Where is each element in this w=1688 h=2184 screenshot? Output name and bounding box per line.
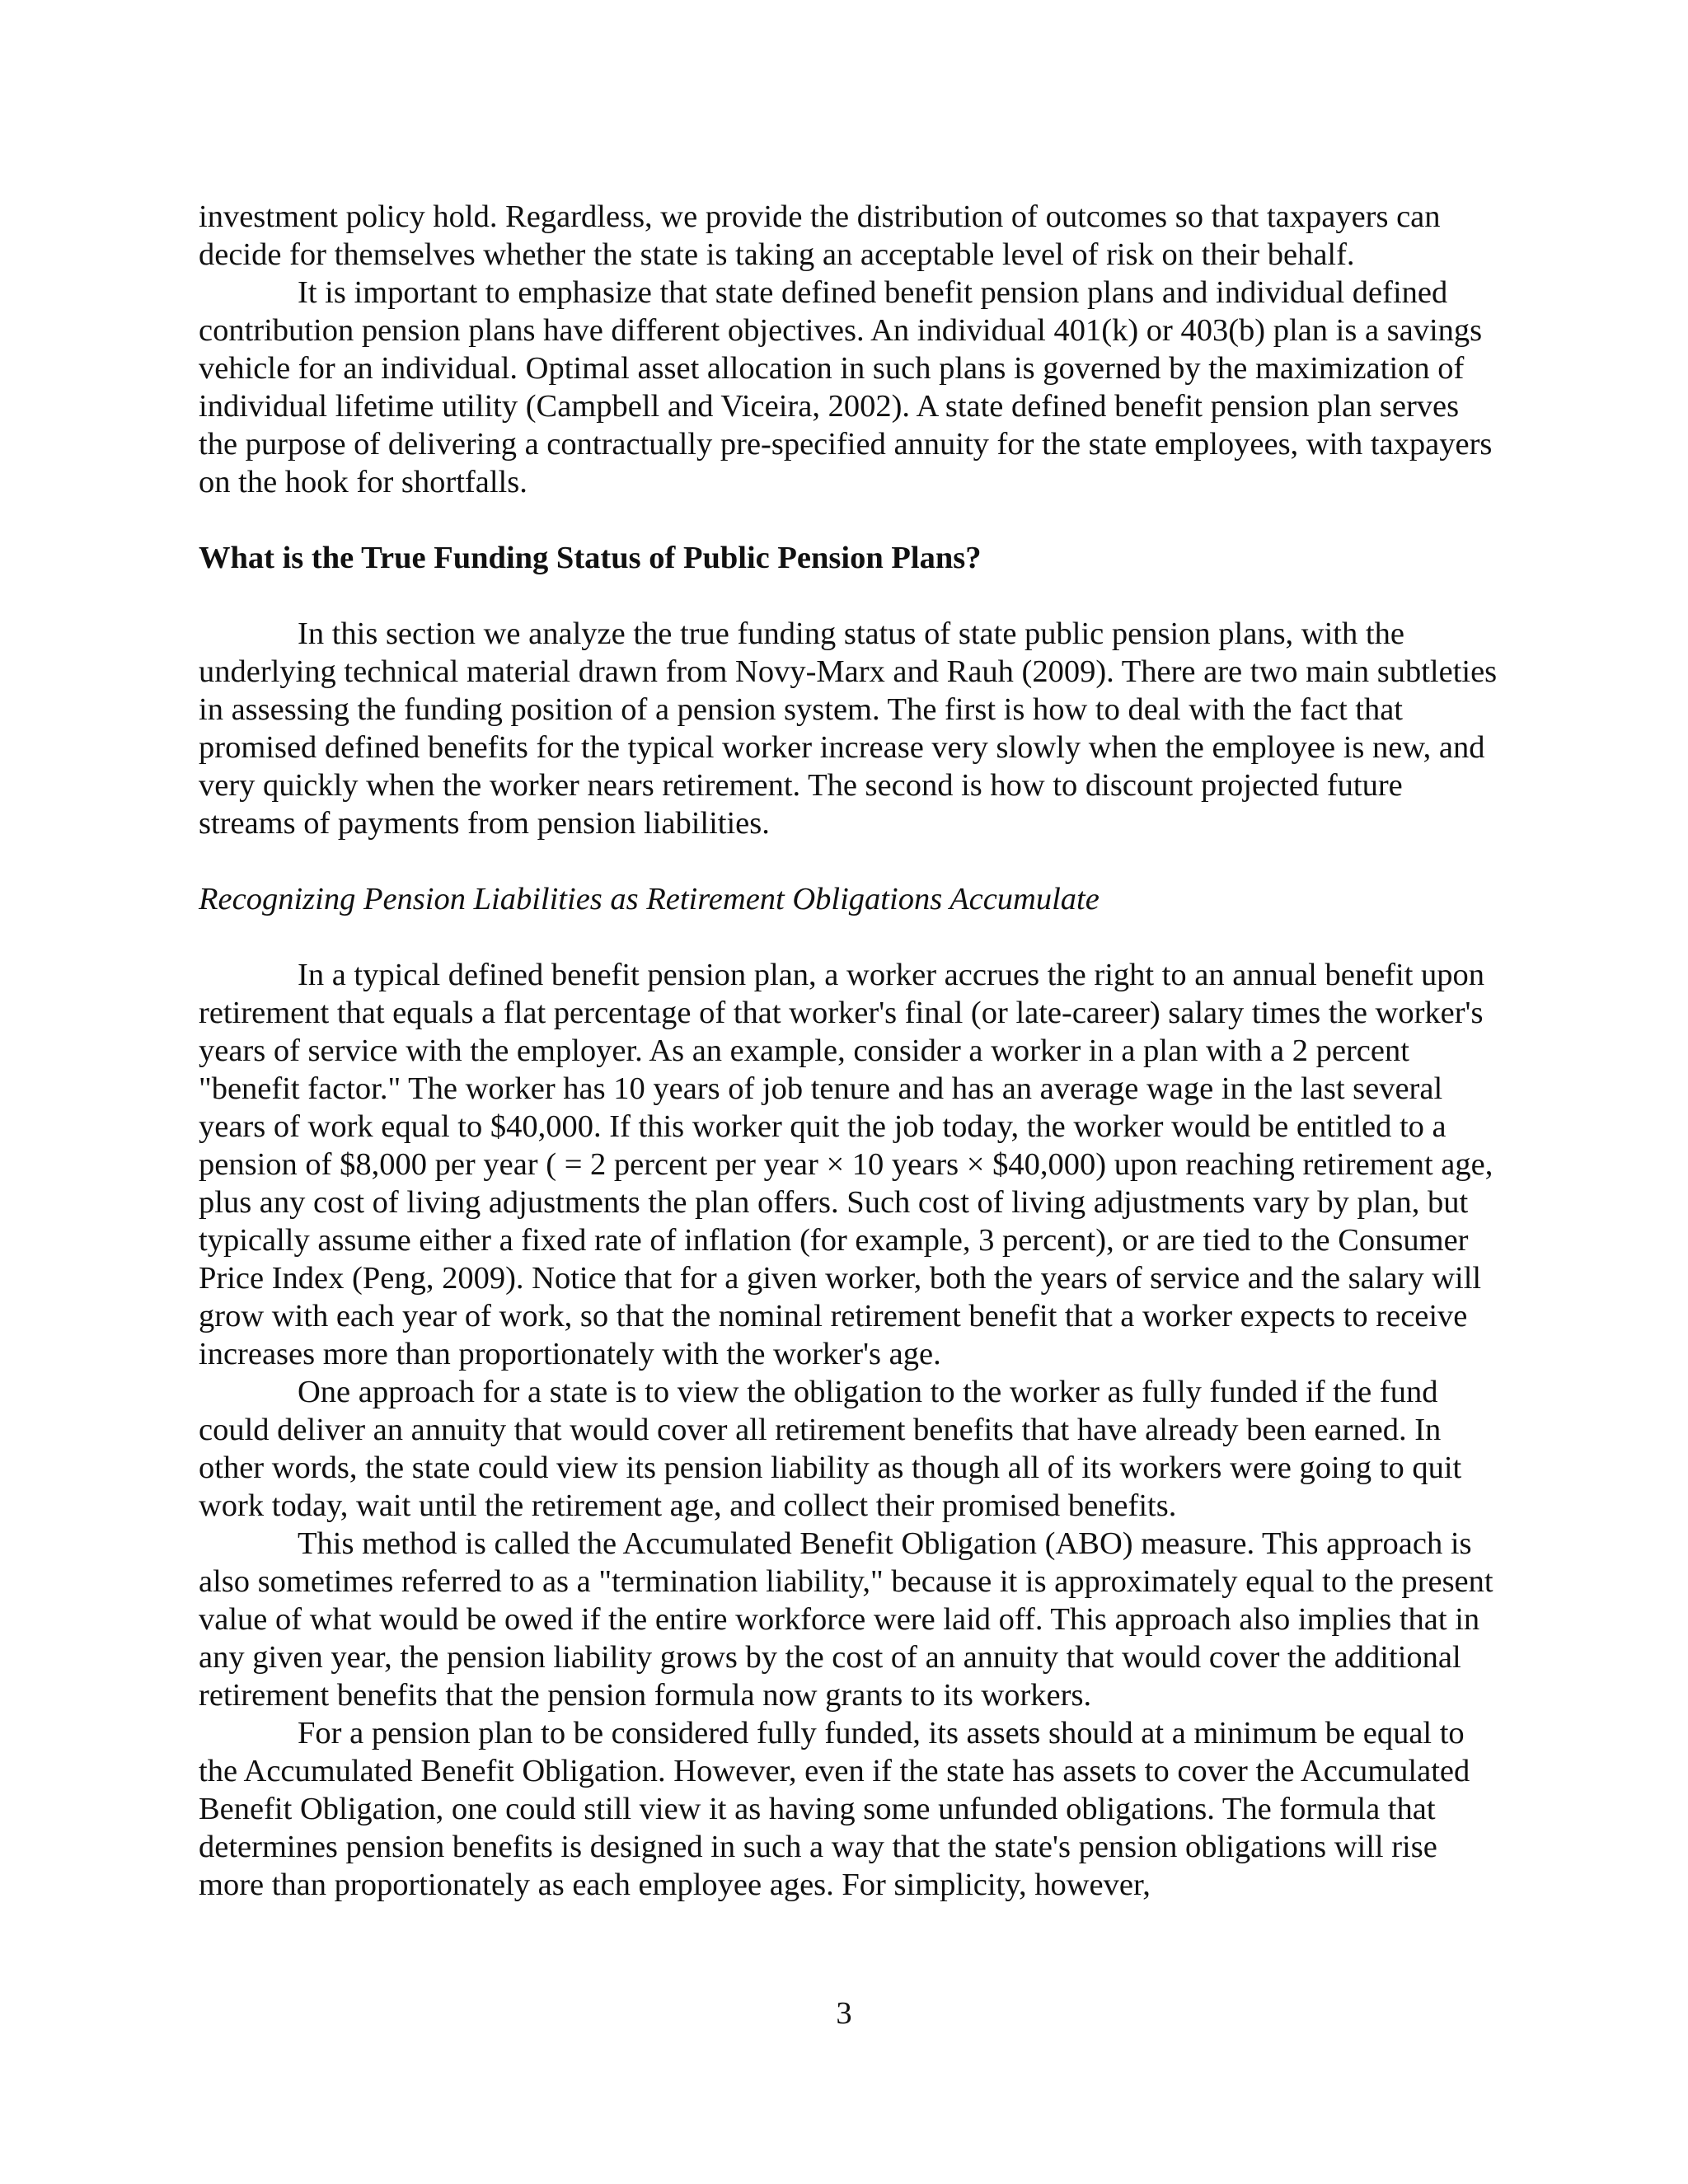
paragraph-section-intro: In this section we analyze the true funding status of state public pension plans, with the underlying technical material drawn from Novy-Marx and Rauh (2009). There are two main subtleties in assessing the funding position of a pension system. The first is how to deal with the fact that promised defined benefits for the typical worker increase very slowly when the employee is new, and very quickly when the worker nears retirement. The second is how to discount projected future streams of payments from pension liabilities. xyxy=(199,616,1498,841)
section-heading: What is the True Funding Status of Public Pension Plans? xyxy=(199,541,982,575)
subsection-heading: Recognizing Pension Liabilities as Retirement Obligations Accumulate xyxy=(199,882,1100,916)
page-number: 3 xyxy=(836,1996,852,2031)
page-body xyxy=(199,198,1501,1904)
paragraph-fully-funded-minimum: For a pension plan to be considered fully funded, its assets should at a minimum be equal to the Accumulated Benefit Obligation. However, even if the state has assets to cover the Accumulated Benefit Obligation, one could still view it as having some unfunded obligations. The formula that determines pension benefits is designed in such a way that the state's pension obligations will rise more than proportionately as each employee ages. For simplicity, however, xyxy=(199,1716,1470,1902)
paragraph-objectives: It is important to emphasize that state defined benefit pension plans and individual defined contribution pension plans have different objectives. An individual 401(k) or 403(b) plan is a savings vehicle for an individual. Optimal asset allocation in such plans is governed by the maximization of individual lifetime utility (Campbell and Viceira, 2002). A state defined benefit pension plan serves the purpose of delivering a contractually pre-specified annuity for the state employees, with taxpayers on the hook for shortfalls. xyxy=(199,275,1493,499)
paragraph-continuation: investment policy hold. Regardless, we provide the distribution of outcomes so that taxpayers can decide for themselves whether the state is taking an acceptable level of risk on their behalf. xyxy=(199,199,1441,272)
paragraph-benefit-example: In a typical defined benefit pension plan, a worker accrues the right to an annual benefit upon retirement that equals a flat percentage of that worker's final (or late-career) salary times the worker's years of service with the employer. As an example, consider a worker in a plan with a 2 percent "benefit factor." The worker has 10 years of job tenure and has an average wage in the last several years of work equal to $40,000. If this worker quit the job today, the worker would be entitled to a pension of $8,000 per year ( = 2 percent per year × 10 years × $40,000) upon reaching retirement age, plus any cost of living adjustments the plan offers. Such cost of living adjustments vary by plan, but typically assume either a fixed rate of inflation (for example, 3 percent), or are tied to the Consumer Price Index (Peng, 2009). Notice that for a given worker, both the years of service and the salary will grow with each year of work, so that the nominal retirement benefit that a worker expects to receive increases more than proportionately with the worker's age. xyxy=(199,958,1493,1371)
paragraph-abo-measure: This method is called the Accumulated Benefit Obligation (ABO) measure. This approach is also sometimes referred to as a "termination liability," because it is approximately equal to the present value of what would be owed if the entire workforce were laid off. This approach also implies that in any given year, the pension liability grows by the cost of an annuity that would cover the additional retirement benefits that the pension formula now grants to its workers. xyxy=(199,1526,1493,1713)
paragraph-fully-funded-approach: One approach for a state is to view the obligation to the worker as fully funded if the fund could deliver an annuity that would cover all retirement benefits that have already been earned. In other words, the state could view its pension liability as though all of its workers were going to quit work today, wait until the retirement age, and collect their promised benefits. xyxy=(199,1375,1462,1523)
